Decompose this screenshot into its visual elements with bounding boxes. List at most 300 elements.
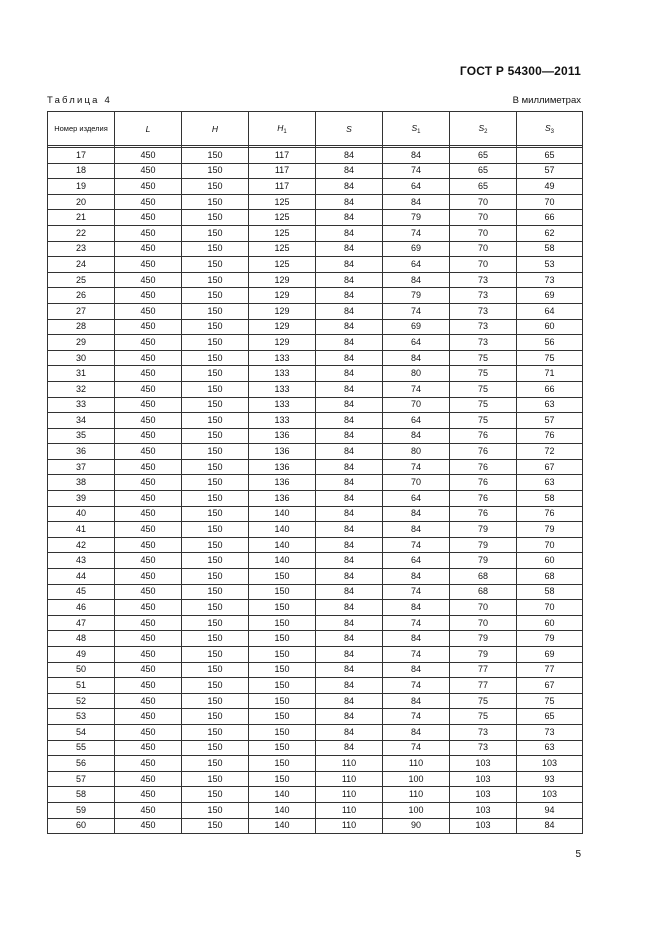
table-row [48, 366, 583, 382]
table-row [48, 740, 583, 756]
table-cell: 140 [249, 522, 316, 538]
table-cell: 150 [182, 537, 249, 553]
table-cell: 129 [249, 335, 316, 351]
table-cell: 150 [182, 662, 249, 678]
table-row [48, 818, 583, 834]
table-cell: 450 [115, 818, 182, 834]
table-cell: 110 [383, 756, 450, 772]
table-row [48, 569, 583, 585]
table-cell: 150 [182, 693, 249, 709]
table-cell: 150 [249, 600, 316, 616]
table-cell: 450 [115, 537, 182, 553]
table-cell: 84 [316, 522, 383, 538]
table-cell: 84 [383, 569, 450, 585]
table-cell: 150 [182, 756, 249, 772]
table-cell: 150 [182, 163, 249, 179]
table-cell: 450 [115, 350, 182, 366]
table-cell: 68 [517, 569, 583, 585]
table-cell: 53 [517, 257, 583, 273]
table-cell: 84 [383, 631, 450, 647]
column-header-label: S [478, 122, 485, 133]
table-cell: 58 [517, 241, 583, 257]
table-row [48, 631, 583, 647]
table-cell: 150 [182, 584, 249, 600]
table-cell: 43 [48, 553, 115, 569]
table-cell: 74 [383, 381, 450, 397]
table-cell: 450 [115, 288, 182, 304]
table-cell: 47 [48, 615, 115, 631]
table-cell: 64 [383, 553, 450, 569]
table-cell: 450 [115, 693, 182, 709]
table-cell: 150 [182, 148, 249, 164]
table-cell: 69 [383, 241, 450, 257]
table-row [48, 724, 583, 740]
table-cell: 150 [249, 771, 316, 787]
table-cell: 450 [115, 724, 182, 740]
table-cell: 60 [48, 818, 115, 834]
table-row [48, 179, 583, 195]
table-cell: 84 [316, 148, 383, 164]
table-cell: 31 [48, 366, 115, 382]
table-cell: 84 [316, 740, 383, 756]
table-row [48, 802, 583, 818]
table-cell: 150 [182, 413, 249, 429]
table-cell: 150 [249, 631, 316, 647]
table-cell: 450 [115, 163, 182, 179]
column-header-label: S [346, 123, 352, 134]
table-cell: 110 [316, 756, 383, 772]
table-cell: 450 [115, 210, 182, 226]
table-cell: 65 [450, 148, 517, 164]
table-cell: 84 [316, 584, 383, 600]
table-cell: 69 [517, 288, 583, 304]
table-cell: 450 [115, 179, 182, 195]
table-row [48, 771, 583, 787]
table-cell: 64 [383, 335, 450, 351]
table-cell: 45 [48, 584, 115, 600]
table-cell: 19 [48, 179, 115, 195]
table-cell: 150 [249, 647, 316, 663]
table-cell: 150 [249, 569, 316, 585]
table-cell: 70 [450, 615, 517, 631]
table-cell: 150 [182, 771, 249, 787]
table-cell: 150 [182, 553, 249, 569]
table-cell: 150 [182, 210, 249, 226]
table-row [48, 148, 583, 164]
table-cell: 150 [249, 662, 316, 678]
table-cell: 84 [316, 366, 383, 382]
table-cell: 41 [48, 522, 115, 538]
table-cell: 150 [182, 272, 249, 288]
table-cell: 39 [48, 491, 115, 507]
table-cell: 73 [450, 272, 517, 288]
table-cell: 140 [249, 802, 316, 818]
table-cell: 74 [383, 163, 450, 179]
table-cell: 79 [383, 288, 450, 304]
table-cell: 64 [517, 303, 583, 319]
table-cell: 450 [115, 569, 182, 585]
table-cell: 103 [517, 756, 583, 772]
table-cell: 75 [450, 709, 517, 725]
table-cell: 64 [383, 491, 450, 507]
table-cell: 74 [383, 615, 450, 631]
table-cell: 150 [182, 397, 249, 413]
table-cell: 58 [48, 787, 115, 803]
table-cell: 450 [115, 475, 182, 491]
table-row [48, 584, 583, 600]
table-cell: 103 [450, 818, 517, 834]
table-cell: 79 [450, 553, 517, 569]
table-cell: 79 [450, 647, 517, 663]
table-cell: 70 [450, 194, 517, 210]
table-cell: 60 [517, 615, 583, 631]
table-cell: 84 [316, 600, 383, 616]
table-cell: 450 [115, 444, 182, 460]
table-cell: 136 [249, 444, 316, 460]
table-row [48, 397, 583, 413]
table-cell: 150 [182, 257, 249, 273]
table-cell: 140 [249, 506, 316, 522]
table-cell: 136 [249, 475, 316, 491]
table-cell: 450 [115, 615, 182, 631]
table-cell: 73 [450, 724, 517, 740]
table-cell: 26 [48, 288, 115, 304]
units-note: В миллиметрах [512, 95, 581, 106]
table-cell: 133 [249, 397, 316, 413]
column-header-label: H [277, 122, 284, 133]
table-cell: 450 [115, 662, 182, 678]
table-cell: 67 [517, 678, 583, 694]
table-cell: 84 [316, 163, 383, 179]
table-cell: 84 [316, 381, 383, 397]
table-cell: 150 [249, 740, 316, 756]
table-cell: 52 [48, 693, 115, 709]
table-cell: 450 [115, 709, 182, 725]
table-cell: 150 [182, 787, 249, 803]
table-row [48, 475, 583, 491]
table-cell: 69 [383, 319, 450, 335]
table-cell: 133 [249, 413, 316, 429]
table-cell: 23 [48, 241, 115, 257]
table-cell: 27 [48, 303, 115, 319]
table-cell: 84 [316, 272, 383, 288]
table-cell: 73 [517, 724, 583, 740]
table-row [48, 444, 583, 460]
table-cell: 70 [450, 257, 517, 273]
table-cell: 48 [48, 631, 115, 647]
page-number: 5 [575, 849, 581, 860]
table-row [48, 522, 583, 538]
dimensions-table [47, 111, 583, 834]
column-header [249, 112, 316, 146]
table-cell: 20 [48, 194, 115, 210]
table-cell: 150 [182, 319, 249, 335]
table-cell: 150 [249, 584, 316, 600]
table-cell: 450 [115, 787, 182, 803]
table-cell: 150 [182, 802, 249, 818]
table-row [48, 288, 583, 304]
table-cell: 103 [517, 787, 583, 803]
table-row [48, 506, 583, 522]
table-cell: 76 [450, 475, 517, 491]
table-cell: 136 [249, 428, 316, 444]
table-cell: 79 [450, 537, 517, 553]
table-cell: 33 [48, 397, 115, 413]
column-header [517, 112, 583, 146]
table-cell: 32 [48, 381, 115, 397]
table-cell: 70 [517, 194, 583, 210]
table-cell: 57 [48, 771, 115, 787]
column-header [383, 112, 450, 146]
column-header-subscript: 1 [417, 128, 421, 135]
table-cell: 150 [249, 615, 316, 631]
table-row [48, 319, 583, 335]
table-cell: 117 [249, 179, 316, 195]
table-row [48, 537, 583, 553]
table-cell: 65 [450, 163, 517, 179]
table-cell: 74 [383, 459, 450, 475]
table-cell: 75 [517, 693, 583, 709]
table-cell: 84 [316, 397, 383, 413]
table-cell: 84 [316, 631, 383, 647]
table-cell: 84 [316, 194, 383, 210]
table-cell: 84 [383, 600, 450, 616]
table-cell: 150 [182, 194, 249, 210]
table-cell: 150 [182, 678, 249, 694]
table-cell: 100 [383, 802, 450, 818]
table-cell: 125 [249, 257, 316, 273]
table-cell: 84 [316, 241, 383, 257]
table-cell: 450 [115, 303, 182, 319]
table-cell: 84 [316, 475, 383, 491]
table-cell: 59 [48, 802, 115, 818]
table-cell: 30 [48, 350, 115, 366]
table-cell: 110 [316, 802, 383, 818]
table-cell: 450 [115, 506, 182, 522]
table-cell: 150 [182, 506, 249, 522]
table-cell: 150 [182, 709, 249, 725]
table-cell: 63 [517, 475, 583, 491]
table-cell: 150 [249, 724, 316, 740]
table-cell: 70 [450, 241, 517, 257]
table-cell: 72 [517, 444, 583, 460]
table-cell: 64 [383, 413, 450, 429]
table-cell: 75 [450, 397, 517, 413]
table-row [48, 709, 583, 725]
table-cell: 150 [182, 288, 249, 304]
table-row [48, 194, 583, 210]
table-cell: 70 [383, 475, 450, 491]
table-cell: 450 [115, 678, 182, 694]
table-cell: 70 [450, 225, 517, 241]
table-cell: 150 [182, 428, 249, 444]
table-cell: 140 [249, 537, 316, 553]
table-cell: 450 [115, 381, 182, 397]
table-cell: 110 [316, 787, 383, 803]
table-cell: 450 [115, 459, 182, 475]
column-header-label: S [544, 122, 551, 133]
table-cell: 103 [450, 756, 517, 772]
table-cell: 150 [249, 756, 316, 772]
table-cell: 450 [115, 413, 182, 429]
table-cell: 73 [450, 335, 517, 351]
table-cell: 84 [383, 693, 450, 709]
table-cell: 70 [383, 397, 450, 413]
table-cell: 44 [48, 569, 115, 585]
table-cell: 74 [383, 647, 450, 663]
table-cell: 77 [450, 662, 517, 678]
table-cell: 84 [316, 491, 383, 507]
table-row [48, 647, 583, 663]
table-cell: 84 [316, 615, 383, 631]
table-cell: 450 [115, 584, 182, 600]
table-row [48, 381, 583, 397]
table-cell: 129 [249, 319, 316, 335]
column-header [182, 112, 249, 146]
table-cell: 73 [450, 288, 517, 304]
table-cell: 79 [450, 631, 517, 647]
table-row [48, 491, 583, 507]
table-cell: 24 [48, 257, 115, 273]
table-cell: 150 [182, 647, 249, 663]
document-id: ГОСТ Р 54300—2011 [459, 64, 581, 78]
column-header-label: H [211, 123, 219, 134]
table-cell: 70 [450, 210, 517, 226]
table-cell: 50 [48, 662, 115, 678]
table-cell: 150 [182, 491, 249, 507]
table-cell: 84 [316, 288, 383, 304]
table-row [48, 350, 583, 366]
table-cell: 150 [249, 709, 316, 725]
table-cell: 64 [383, 257, 450, 273]
table-cell: 140 [249, 818, 316, 834]
table-cell: 125 [249, 210, 316, 226]
column-header-label: Номер изделия [54, 123, 108, 133]
table-cell: 103 [450, 771, 517, 787]
table-cell: 49 [48, 647, 115, 663]
table-cell: 150 [182, 631, 249, 647]
table-cell: 450 [115, 241, 182, 257]
table-cell: 55 [48, 740, 115, 756]
column-header-label: S [411, 122, 418, 133]
table-cell: 125 [249, 194, 316, 210]
table-cell: 150 [249, 678, 316, 694]
table-cell: 100 [383, 771, 450, 787]
table-cell: 70 [450, 600, 517, 616]
table-cell: 150 [249, 693, 316, 709]
table-cell: 77 [517, 662, 583, 678]
table-cell: 450 [115, 272, 182, 288]
table-cell: 84 [316, 428, 383, 444]
column-header [450, 112, 517, 146]
table-cell: 34 [48, 413, 115, 429]
table-cell: 84 [316, 319, 383, 335]
table-cell: 69 [517, 647, 583, 663]
table-cell: 42 [48, 537, 115, 553]
table-cell: 103 [450, 802, 517, 818]
table-cell: 129 [249, 303, 316, 319]
table-cell: 84 [316, 179, 383, 195]
table-cell: 84 [316, 506, 383, 522]
table-cell: 75 [450, 693, 517, 709]
table-cell: 129 [249, 272, 316, 288]
table-cell: 58 [517, 584, 583, 600]
table-cell: 49 [517, 179, 583, 195]
table-cell: 84 [517, 818, 583, 834]
table-cell: 450 [115, 491, 182, 507]
table-cell: 37 [48, 459, 115, 475]
table-cell: 150 [182, 600, 249, 616]
table-row [48, 553, 583, 569]
table-cell: 140 [249, 553, 316, 569]
column-header [316, 112, 383, 146]
table-row [48, 600, 583, 616]
table-cell: 450 [115, 257, 182, 273]
table-cell: 84 [383, 350, 450, 366]
table-cell: 79 [517, 631, 583, 647]
table-cell: 84 [316, 350, 383, 366]
table-cell: 150 [182, 818, 249, 834]
table-cell: 84 [383, 148, 450, 164]
table-cell: 64 [383, 179, 450, 195]
table-cell: 84 [383, 662, 450, 678]
table-cell: 150 [182, 225, 249, 241]
table-row [48, 662, 583, 678]
table-cell: 150 [182, 615, 249, 631]
table-cell: 110 [316, 818, 383, 834]
table-cell: 94 [517, 802, 583, 818]
table-cell: 74 [383, 740, 450, 756]
table-cell: 450 [115, 428, 182, 444]
table-body [48, 146, 583, 834]
table-row [48, 693, 583, 709]
table-cell: 63 [517, 740, 583, 756]
table-cell: 125 [249, 241, 316, 257]
table-cell: 84 [316, 678, 383, 694]
table-cell: 74 [383, 678, 450, 694]
table-cell: 84 [316, 537, 383, 553]
table-cell: 46 [48, 600, 115, 616]
table-cell: 150 [182, 475, 249, 491]
table-cell: 129 [249, 288, 316, 304]
table-cell: 84 [316, 444, 383, 460]
table-cell: 60 [517, 553, 583, 569]
table-cell: 75 [450, 366, 517, 382]
table-cell: 450 [115, 319, 182, 335]
table-cell: 150 [182, 350, 249, 366]
table-caption: Таблица 4 [47, 95, 112, 106]
table-row [48, 787, 583, 803]
table-cell: 84 [383, 428, 450, 444]
table-cell: 65 [517, 148, 583, 164]
table-cell: 74 [383, 225, 450, 241]
table-cell: 84 [316, 303, 383, 319]
table-cell: 150 [182, 444, 249, 460]
table-cell: 84 [316, 225, 383, 241]
table-cell: 150 [182, 459, 249, 475]
table-cell: 75 [450, 413, 517, 429]
table-cell: 76 [450, 428, 517, 444]
table-cell: 136 [249, 459, 316, 475]
table-cell: 75 [450, 381, 517, 397]
table-cell: 70 [517, 600, 583, 616]
table-cell: 68 [450, 584, 517, 600]
table-cell: 65 [517, 709, 583, 725]
table-cell: 150 [182, 335, 249, 351]
table-cell: 84 [316, 662, 383, 678]
table-cell: 450 [115, 366, 182, 382]
table-cell: 117 [249, 148, 316, 164]
